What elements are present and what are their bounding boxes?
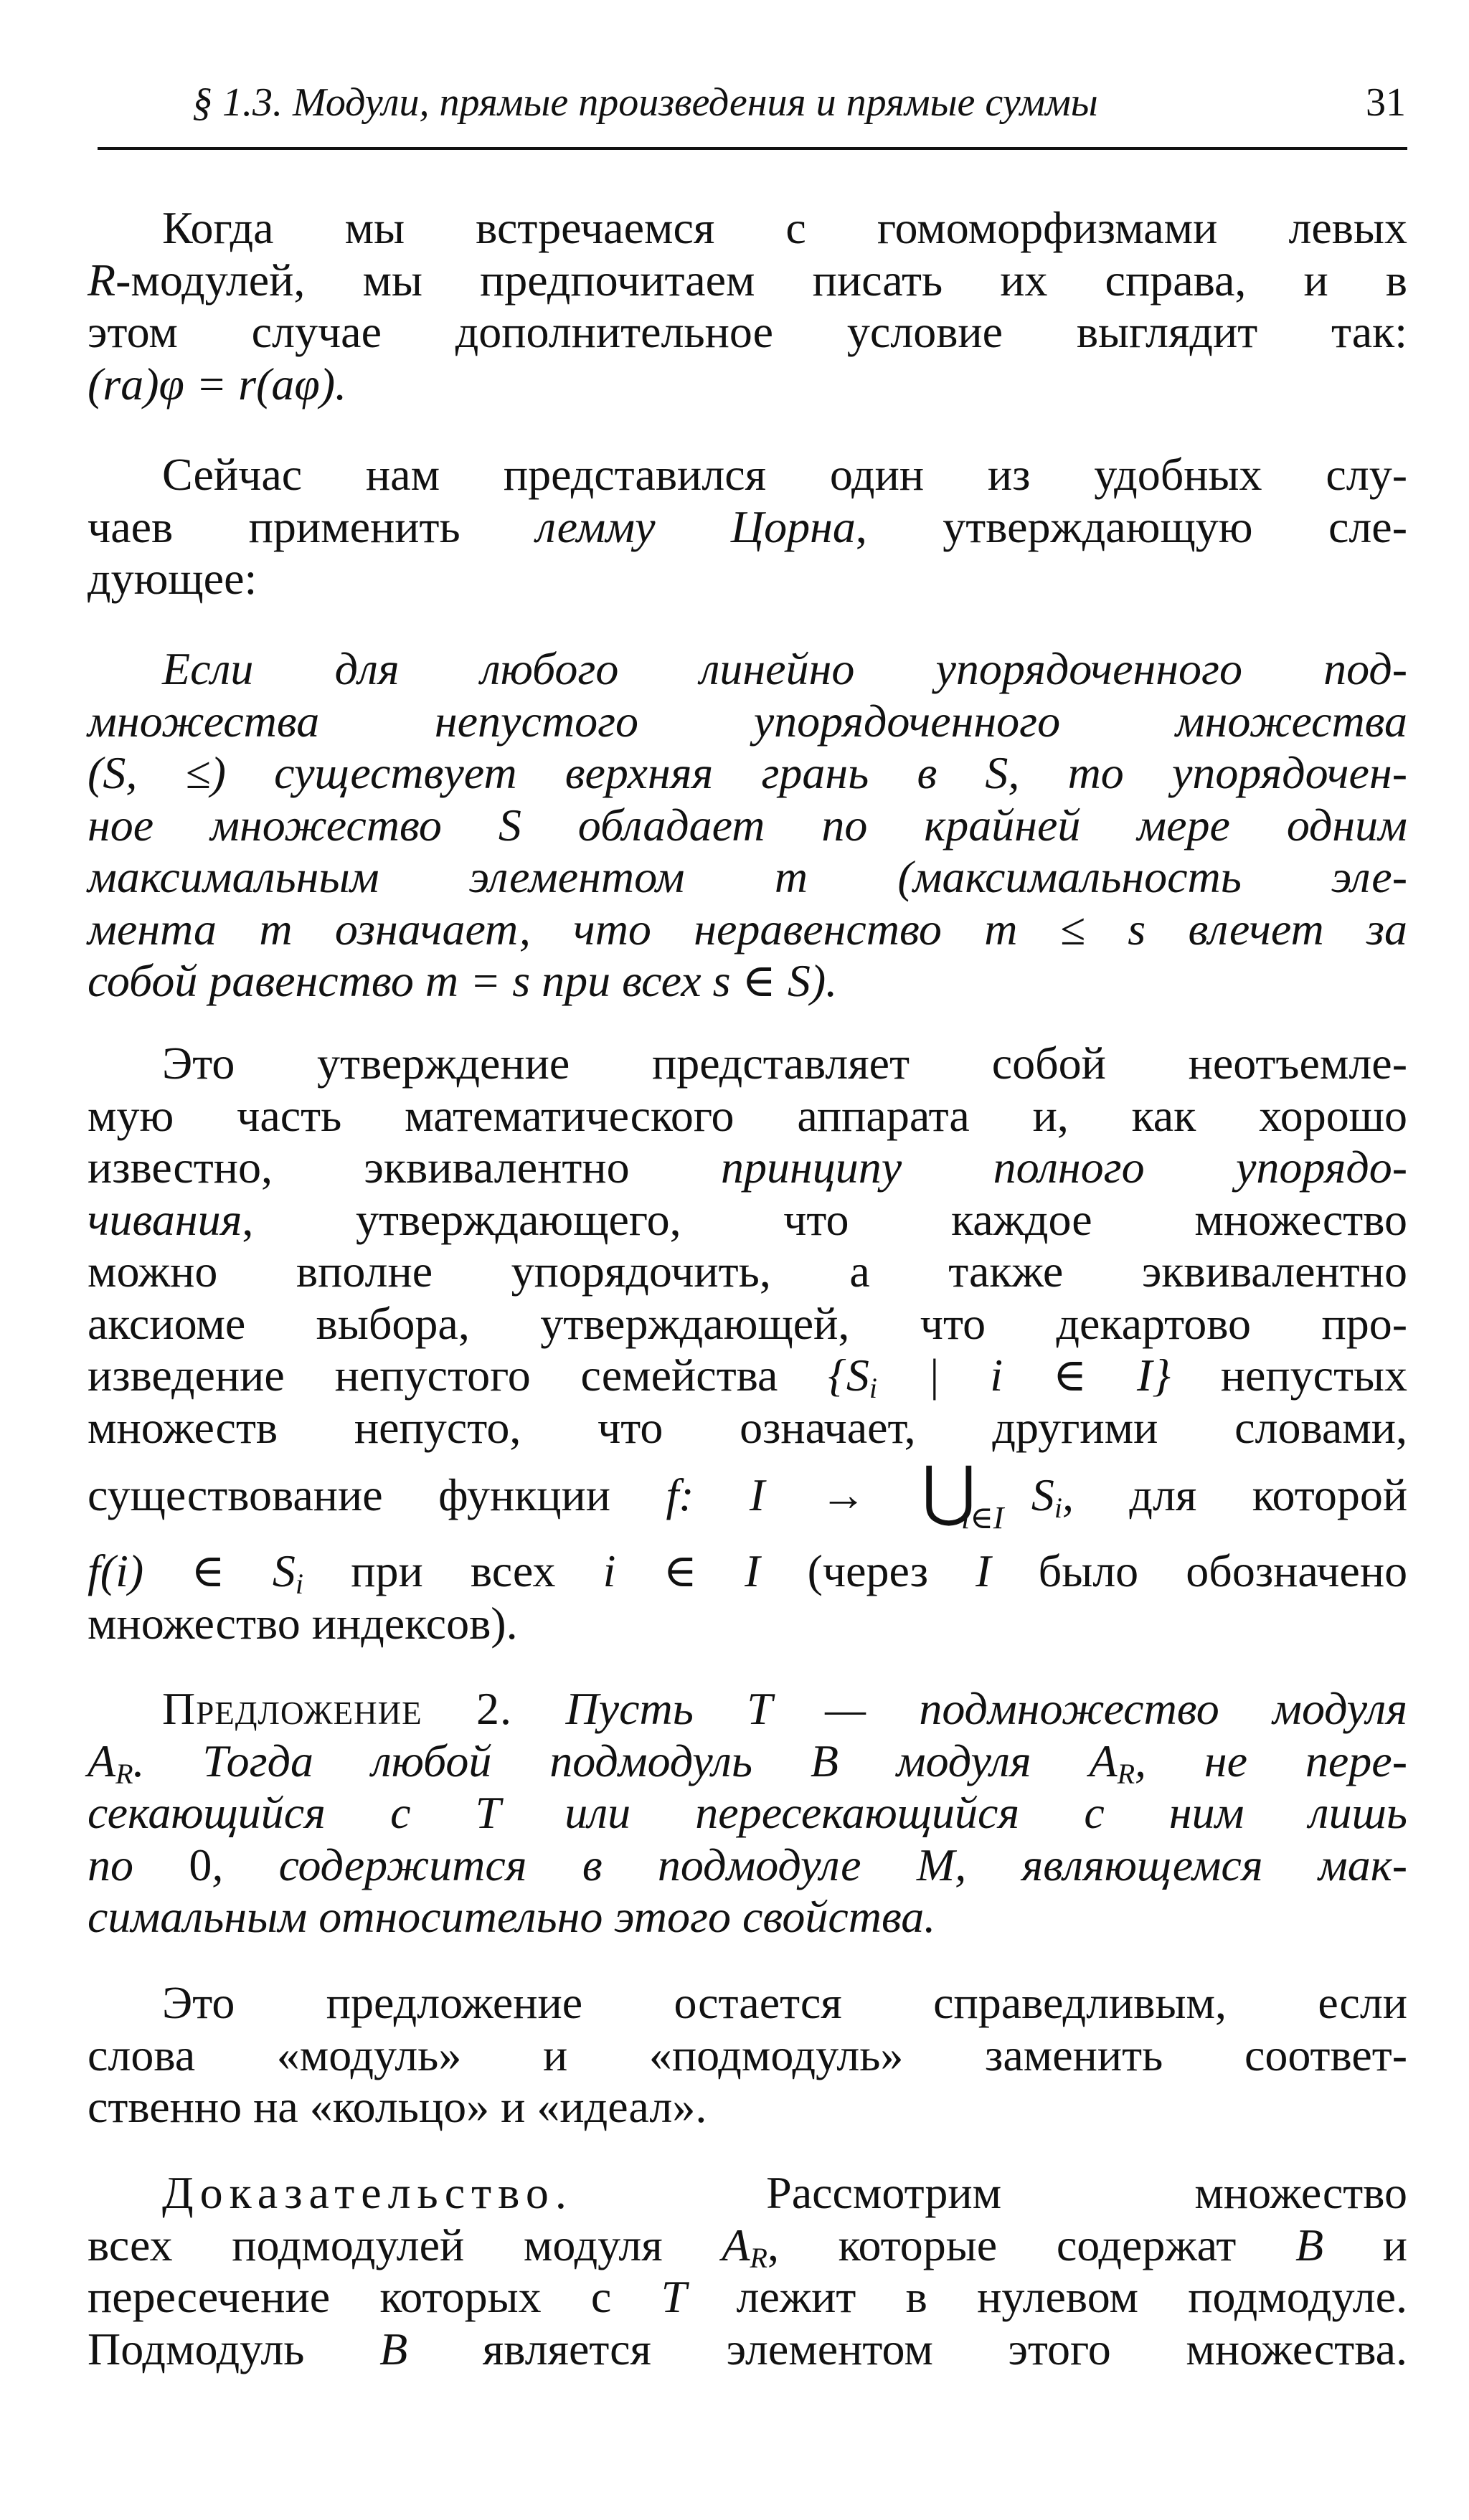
text-line: Сейчас нам представился один из удобных слу-: [162, 449, 1407, 500]
text-line: мую часть математического аппарата и, как хорошо: [88, 1089, 1407, 1141]
text-line: Доказательство. Рассмотрим множество: [162, 2167, 1407, 2218]
proof-label: Доказательство.: [162, 2167, 573, 2218]
text-line: (S, ≤) существует верхняя грань в S, то упорядочен-: [88, 747, 1407, 798]
text-line: Предложение 2. Пусть T — подмножество модуля: [162, 1683, 1407, 1734]
formula-line: (ra)φ = r(aφ).: [88, 358, 347, 409]
text-line: множества непустого упорядоченного множества: [88, 695, 1407, 747]
text-line: чивания, утверждающего, что каждое множество: [88, 1193, 1407, 1245]
function-formula: f: I → ⋃ $S_i$,: [666, 1452, 1074, 1529]
paragraph-4: [88, 1038, 1407, 1649]
paragraph-1: [88, 202, 1407, 410]
text-line: собой равенство m = s при всех s ∈ S).: [88, 955, 838, 1006]
text-line: секающийся с T или пересекающийся с ним лишь: [88, 1787, 1407, 1838]
text-line: множеств непусто, что означает, другими словами,: [88, 1401, 1407, 1453]
text-line: слова «модуль» и «подмодуль» заменить соответ-: [88, 2029, 1407, 2080]
text-line: Это утверждение представляет собой неотъемле-: [162, 1038, 1407, 1089]
choice-formula: f(i) ∈ $S_i$: [88, 1545, 304, 1600]
text-line: ное множество S обладает по крайней мере одним: [88, 799, 1407, 851]
text-line: Это предложение остается справедливым, если: [162, 1977, 1407, 2028]
union-symbol: ⋃: [922, 1452, 976, 1529]
text-line: этом случае дополнительное условие выглядит так:: [88, 306, 1407, 357]
text-line: можно вполне упорядочить, а также эквивалентно: [88, 1246, 1407, 1297]
text-line: всех подмодулей модуля $A_R$, которые содержат B и: [88, 2219, 1408, 2274]
text-line: ственно на «кольцо» и «идеал».: [88, 2081, 707, 2132]
text-line: аксиоме выбора, утверждающей, что декартово про-: [88, 1297, 1407, 1349]
union-index: i∈I: [961, 1500, 1004, 1535]
text-line: максимальным элементом m (максимальность эле-: [88, 851, 1407, 902]
text-line: Подмодуль B является элементом этого множества.: [88, 2323, 1408, 2374]
text-line: дующее:: [88, 553, 258, 604]
proposition-2: [88, 1683, 1407, 1943]
text-line: Если для любого линейно упорядоченного под-: [162, 643, 1407, 694]
page-number: 31: [1366, 80, 1406, 125]
text-line: Когда мы встречаемся с гомоморфизмами левых: [162, 202, 1407, 253]
proposition-label: Предложение 2.: [162, 1683, 513, 1734]
zorn-lemma-statement: [88, 643, 1407, 1008]
proof: [88, 2167, 1407, 2375]
text-line: мента m означает, что неравенство m ≤ s влечет за: [88, 903, 1407, 955]
text-line: множество индексов).: [88, 1597, 518, 1649]
math-R: R: [88, 254, 116, 305]
text-line: чаев применить лемму Цорна, утверждающую сле-: [88, 501, 1408, 552]
text-line: R-модулей, мы предпочитаем писать их справа, и в: [88, 254, 1407, 305]
text-line: f(i) ∈ $S_i$ при всех i ∈ I (через I было обозначено: [88, 1545, 1408, 1600]
running-header: [192, 77, 1406, 128]
section-title: § 1.3. Модули, прямые произведения и прямые суммы: [192, 80, 1098, 125]
text-line: изведение непустого семейства {$S_i$ | i ∈ I} непустых: [88, 1350, 1408, 1404]
family-formula: {$S_i$ | i ∈ I}: [828, 1350, 1171, 1404]
emphasis-well-ordering: принципу полного упорядо-: [721, 1142, 1407, 1193]
text-line-with-union: существование функции f: I → ⋃ $S_i$, для которой i∈I: [88, 1452, 1408, 1535]
text-line: известно, эквивалентно принципу полного упорядо-: [88, 1142, 1407, 1193]
text-line: по 0, содержится в подмодуле M, являющемся мак-: [88, 1839, 1408, 1890]
emphasis-zorn: лемму Цорна: [536, 501, 856, 552]
header-rule: [98, 147, 1407, 150]
text-line: пересечение которых с T лежит в нулевом подмодуле.: [88, 2271, 1408, 2322]
paragraph-5: [88, 1977, 1407, 2133]
paragraph-2: [88, 449, 1407, 605]
text-line: $A_R$. Тогда любой подмодуль B модуля $A_R$, не пере-: [88, 1735, 1407, 1790]
text-line: симальным относительно этого свойства.: [88, 1891, 936, 1942]
